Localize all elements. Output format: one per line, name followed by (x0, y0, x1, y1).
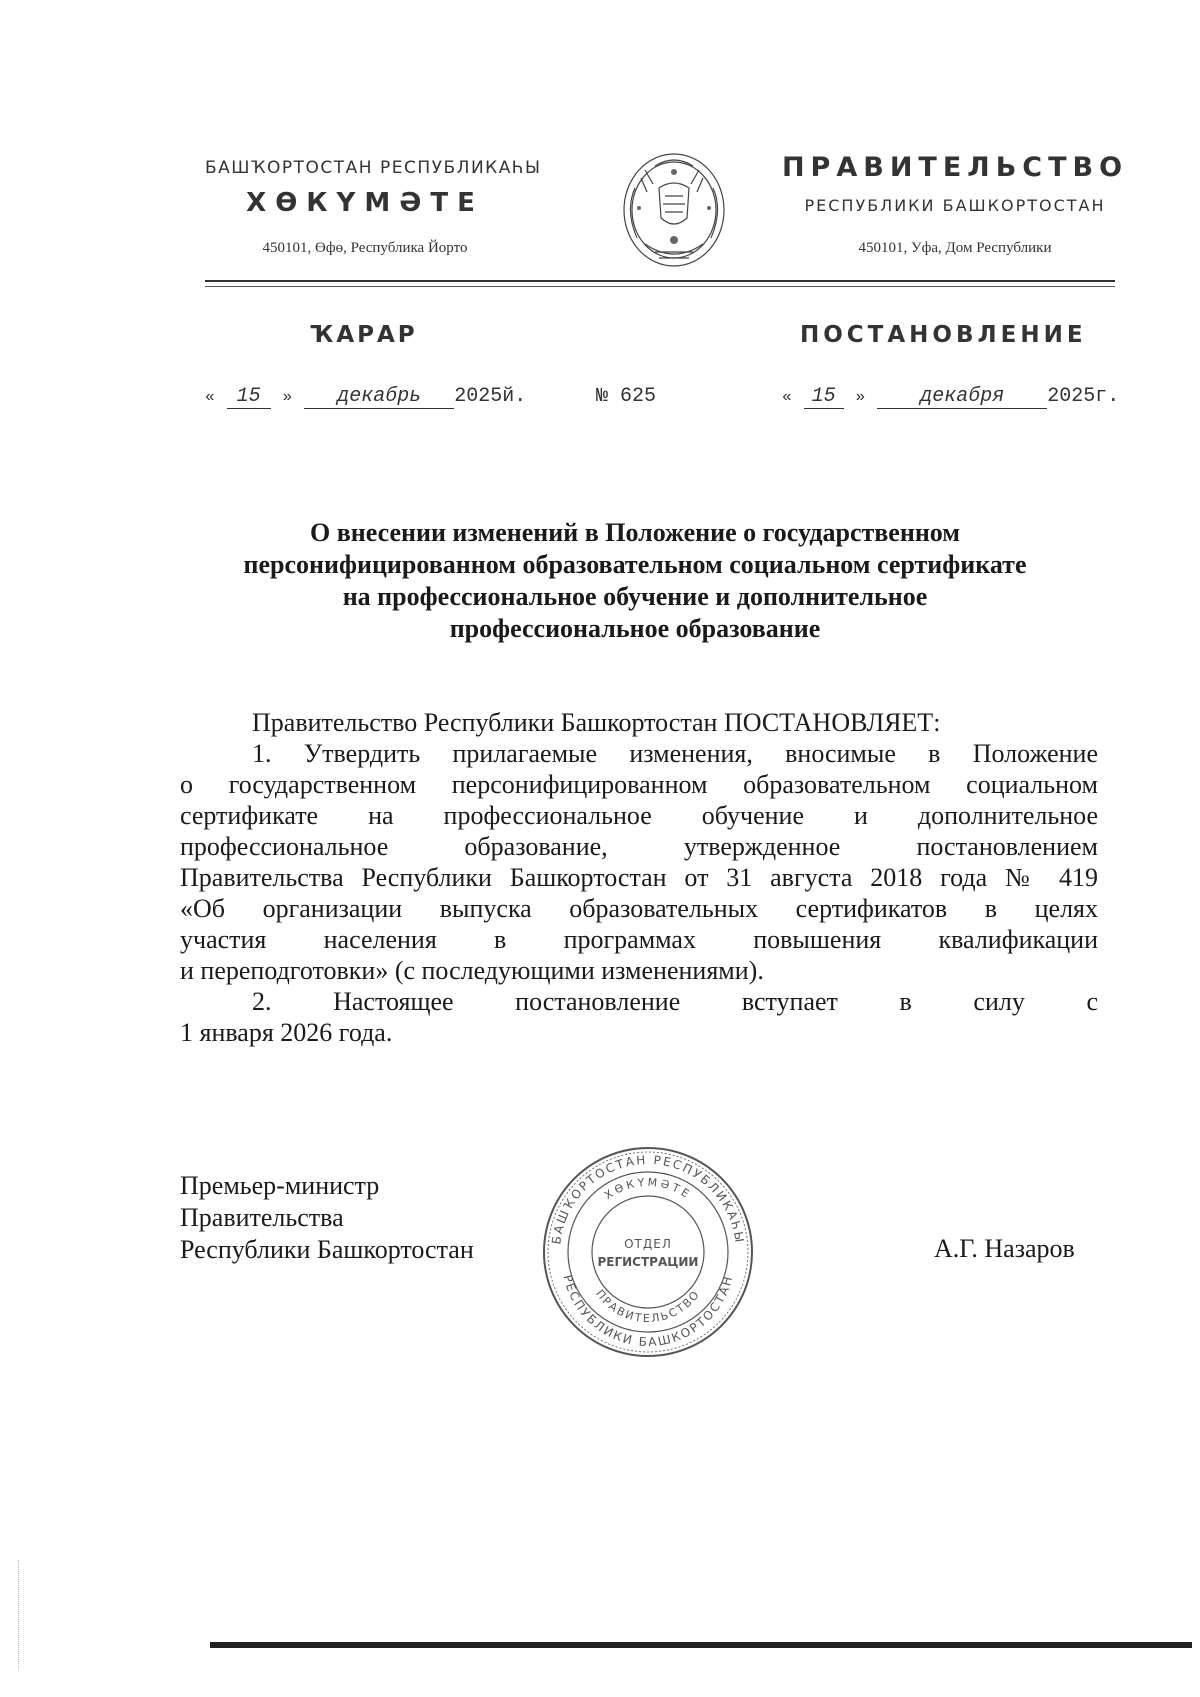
date-right-day: 15 (804, 385, 844, 409)
header-right-address: 450101, Уфа, Дом Республики (858, 240, 1052, 256)
registration-stamp (538, 1142, 758, 1362)
stamp-outer-top: БАШҠОРТОСТАН РЕСПУБЛИКАҺЫ (549, 1152, 747, 1246)
header-left-government: ХӨКҮМӘТЕ (246, 188, 484, 218)
preamble-text: Правительство Республики Башкортостан ПОСТАНОВЛЯЕТ: (252, 708, 941, 737)
header-left-republic: БАШҠОРТОСТАН РЕСПУБЛИКАҺЫ (205, 158, 542, 178)
p1-line: профессиональное образование, утвержденное постановлением (180, 832, 1098, 861)
date-right-month: декабря (877, 385, 1047, 409)
stamp-inner-top: ХӨКҮМӘТЕ (602, 1175, 694, 1203)
doc-type-russian: ПОСТАНОВЛЕНИЕ (800, 322, 1087, 348)
header-divider-thin (205, 286, 1115, 287)
stamp-inner-bottom: ПРАВИТЕЛЬСТВО (593, 1287, 703, 1326)
header-right-government: ПРАВИТЕЛЬСТВО (781, 152, 1129, 183)
page-bottom-line (210, 1642, 1192, 1648)
paragraph-1 (180, 738, 1098, 986)
date-left-year: 2025й. (454, 385, 527, 408)
coat-of-arms-icon (615, 148, 733, 276)
paragraph-2 (180, 986, 1098, 1048)
header-divider-thick (205, 280, 1115, 282)
date-left-day: 15 (227, 385, 271, 409)
p1-line: Правительства Республики Башкортостан от 31 августа 2018 года № 419 (180, 863, 1098, 892)
header-left-address: 450101, Өфө, Республика Йорто (262, 240, 468, 256)
svg-text:РЕСПУБЛИКИ БАШКОРТОСТАН (560, 1273, 735, 1349)
quote-close: » (855, 388, 866, 406)
p2-line: 2. Настоящее постановление вступает в силу с (252, 987, 1098, 1016)
date-right-year: 2025г. (1047, 385, 1120, 408)
date-left-month: декабрь (304, 385, 454, 409)
signatory-line: Премьер-министр (180, 1171, 380, 1200)
quote-close: » (282, 388, 293, 406)
p2-line: 1 января 2026 года. (180, 1018, 393, 1047)
stamp-outer-bottom: РЕСПУБЛИКИ БАШКОРТОСТАН (560, 1273, 736, 1350)
title-line: профессиональное образование (449, 614, 821, 643)
signatory-name: А.Г. Назаров (934, 1234, 1075, 1263)
p1-line: участия населения в программах повышения квалификации (180, 925, 1098, 954)
doc-type-bashkir: ҠАРАР (310, 322, 418, 348)
stamp-center-2: РЕГИСТРАЦИИ (597, 1255, 699, 1269)
title-line: О внесении изменений в Положение о государственном (309, 518, 961, 547)
date-left (205, 385, 526, 409)
signatory-line: Республики Башкортостан (180, 1235, 474, 1264)
p1-line: о государственном персонифицированном образовательном социальном (180, 770, 1098, 799)
title-line: персонифицированном образовательном социальном сертификате (243, 550, 1027, 579)
p1-line: и переподготовки» (с последующими изменениями). (180, 956, 764, 985)
date-right (782, 385, 1119, 409)
quote-open: « (205, 388, 215, 406)
quote-open: « (782, 388, 792, 406)
svg-text:ХӨКҮМӘТЕ (602, 1176, 694, 1202)
title-line: на профессиональное обучение и дополнительное (342, 582, 928, 611)
p1-line: сертификате на профессиональное обучение и дополнительное (180, 801, 1098, 830)
scan-margin-mark (18, 1560, 19, 1670)
doc-number: № 625 (596, 385, 657, 408)
signatory-title (180, 1170, 474, 1266)
p1-line: 1. Утвердить прилагаемые изменения, вносимые в Положение (252, 739, 1098, 768)
p1-line: «Об организации выпуска образовательных сертификатов в целях (180, 894, 1098, 923)
document-title (180, 517, 1090, 645)
signatory-line: Правительства (180, 1203, 344, 1232)
stamp-center-1: ОТДЕЛ (624, 1237, 672, 1251)
preamble (180, 707, 1098, 738)
header-right-republic: РЕСПУБЛИКИ БАШКОРТОСТАН (804, 196, 1106, 215)
svg-text:БАШҠОРТОСТАН РЕСПУБЛИКАҺЫ (549, 1153, 747, 1245)
